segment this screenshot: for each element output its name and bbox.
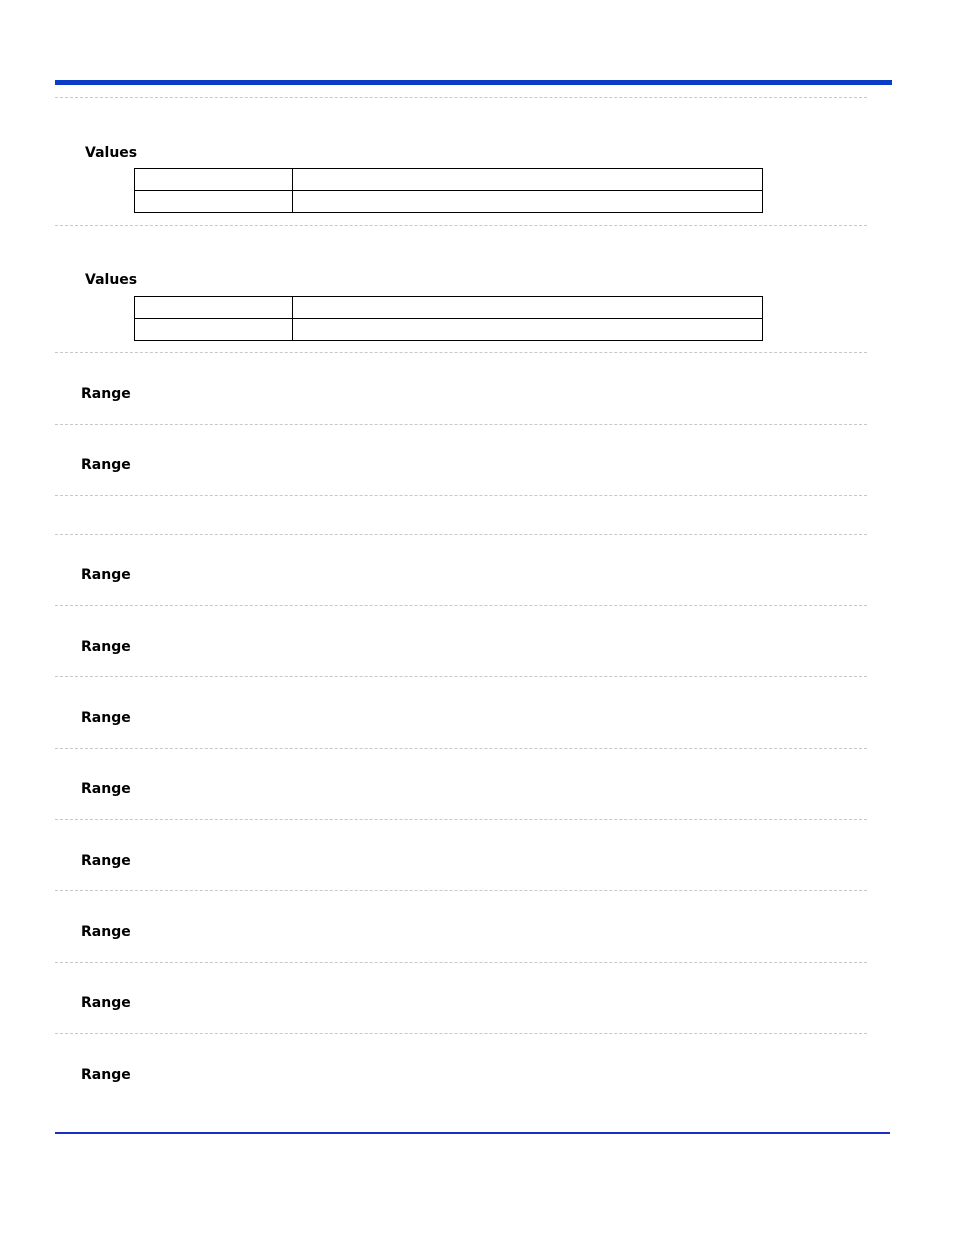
values-label: Values <box>85 145 138 161</box>
values-table <box>134 168 763 213</box>
separator <box>55 819 867 820</box>
footer-rule <box>55 1132 890 1134</box>
table-row <box>135 191 763 213</box>
table-cell <box>135 297 293 319</box>
range-label: Range <box>81 639 131 655</box>
range-label: Range <box>81 781 131 797</box>
table-cell <box>293 191 763 213</box>
separator <box>55 890 867 891</box>
separator <box>55 962 867 963</box>
separator <box>55 1033 867 1034</box>
separator <box>55 225 867 226</box>
values-table <box>134 296 763 341</box>
table-row <box>135 169 763 191</box>
separator <box>55 495 867 496</box>
range-label: Range <box>81 386 131 402</box>
separator <box>55 676 867 677</box>
range-label: Range <box>81 567 131 583</box>
separator <box>55 97 867 98</box>
separator <box>55 605 867 606</box>
table-row <box>135 319 763 341</box>
table-cell <box>293 297 763 319</box>
separator <box>55 352 867 353</box>
table-cell <box>293 319 763 341</box>
table-cell <box>135 169 293 191</box>
range-label: Range <box>81 853 131 869</box>
separator <box>55 424 867 425</box>
range-label: Range <box>81 457 131 473</box>
range-label: Range <box>81 924 131 940</box>
table-row <box>135 297 763 319</box>
table-cell <box>135 319 293 341</box>
range-label: Range <box>81 710 131 726</box>
header-rule <box>55 80 892 85</box>
range-label: Range <box>81 995 131 1011</box>
table-cell <box>293 169 763 191</box>
separator <box>55 748 867 749</box>
table-cell <box>135 191 293 213</box>
values-label: Values <box>85 272 138 288</box>
separator <box>55 534 867 535</box>
range-label: Range <box>81 1067 131 1083</box>
